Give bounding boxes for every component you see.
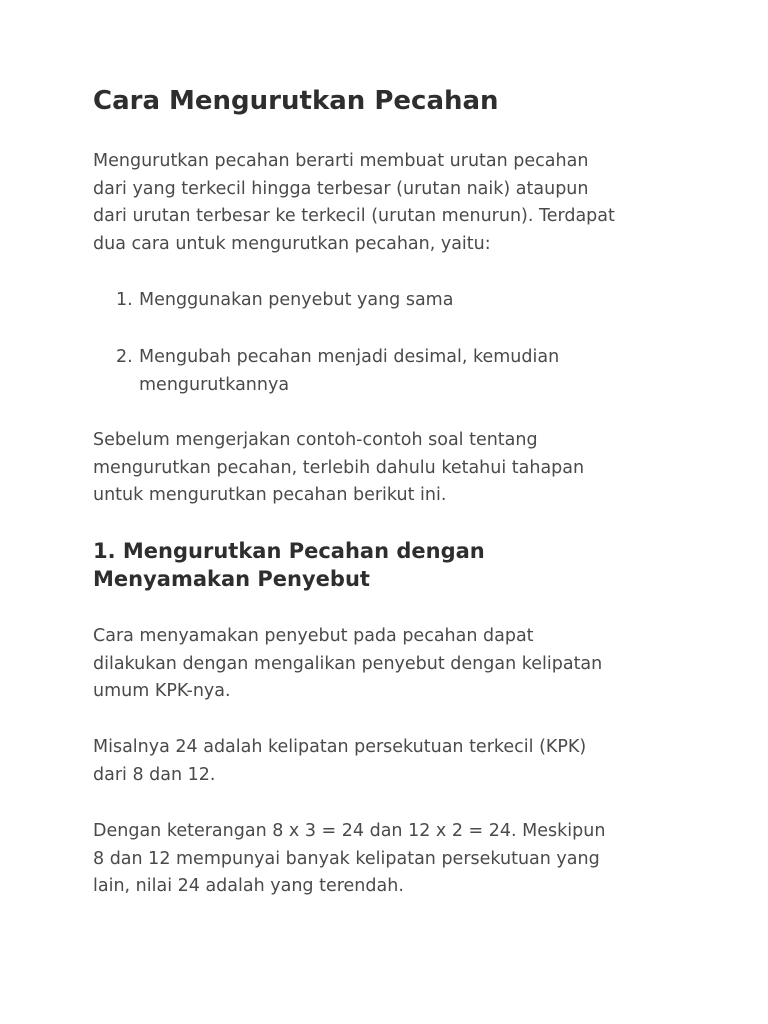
text-line: untuk mengurutkan pecahan berikut ini.: [93, 485, 447, 505]
list-item-text: [139, 287, 453, 315]
text-line: Misalnya 24 adalah kelipatan persekutuan terkecil (KPK): [93, 737, 587, 757]
text-line: dilakukan dengan mengalikan penyebut dengan kelipatan: [93, 653, 603, 674]
heading-line: Menyamakan Penyebut: [93, 567, 370, 591]
list-number: 2.: [116, 347, 133, 367]
text-line: dari yang terkecil hingga terbesar (urutan naik) ataupun: [93, 178, 589, 199]
list-number: 1.: [116, 290, 133, 310]
intro-paragraph: [93, 148, 693, 258]
text-line: dari urutan terbesar ke terkecil (urutan menurun). Terdapat: [93, 206, 615, 226]
text-line: Mengubah pecahan menjadi desimal, kemudian: [139, 347, 560, 367]
text-line: Mengurutkan pecahan berarti membuat urutan pecahan: [93, 151, 589, 171]
page-title: Cara Mengurutkan Pecahan: [93, 86, 499, 116]
text-line: Menggunakan penyebut yang sama: [139, 290, 454, 310]
section-heading: [93, 537, 485, 593]
before-paragraph: [93, 427, 693, 510]
heading-line: 1. Mengurutkan Pecahan dengan: [93, 539, 485, 563]
text-line: mengurutkannya: [139, 374, 290, 395]
text-line: dari 8 dan 12.: [93, 764, 216, 785]
text-line: Cara menyamakan penyebut pada pecahan dapat: [93, 626, 534, 646]
text-line: Dengan keterangan 8 x 3 = 24 dan 12 x 2 = 24. Meskipun: [93, 821, 606, 841]
section-paragraph-2: [93, 734, 693, 789]
text-line: dua cara untuk mengurutkan pecahan, yaitu:: [93, 233, 491, 254]
text-line: umum KPK-nya.: [93, 681, 231, 701]
section-paragraph-3: [93, 818, 693, 901]
text-line: 8 dan 12 mempunyai banyak kelipatan persekutuan yang: [93, 848, 600, 869]
text-line: lain, nilai 24 adalah yang terendah.: [93, 876, 404, 896]
section-paragraph-1: [93, 623, 693, 706]
text-line: Sebelum mengerjakan contoh-contoh soal tentang: [93, 430, 538, 450]
list-item-text: [139, 344, 559, 399]
text-line: mengurutkan pecahan, terlebih dahulu ketahui tahapan: [93, 457, 585, 478]
